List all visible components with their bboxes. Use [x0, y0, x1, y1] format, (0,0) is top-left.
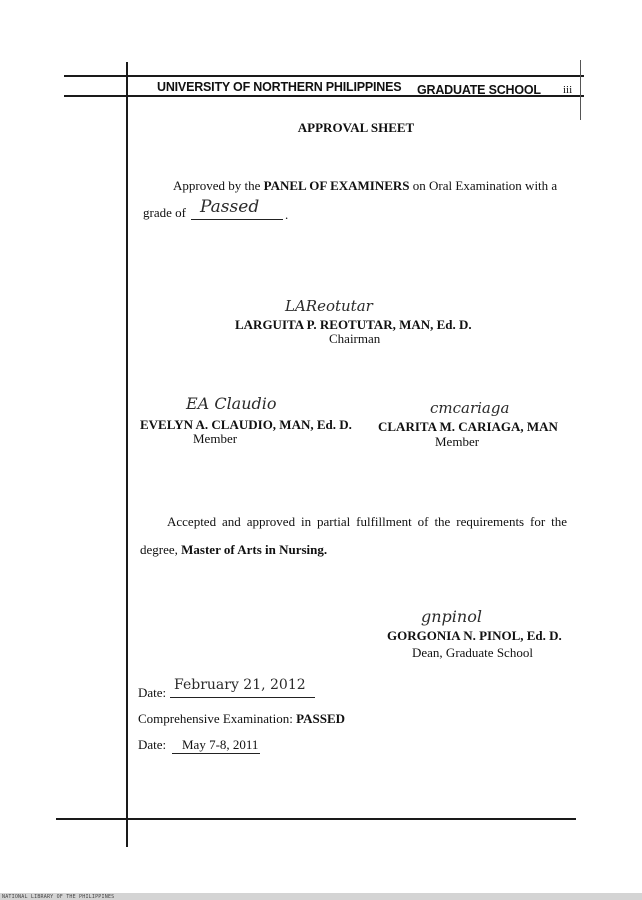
chairman-name: LARGUITA P. REOTUTAR, MAN, Ed. D. — [235, 317, 472, 332]
date-approved-label: Date: — [138, 685, 167, 700]
exam-date-value: May 7-8, 2011 — [172, 737, 260, 754]
dean-name: GORGONIA N. PINOL, Ed. D. — [387, 628, 562, 643]
comprehensive-result: PASSED — [296, 711, 346, 726]
date-approved-underline — [170, 697, 315, 698]
chairman-signature: LAReotutar — [285, 297, 373, 315]
left-margin-rule — [126, 62, 128, 847]
dean-signature: gnpinol — [421, 607, 482, 626]
grade-label: grade of — [143, 205, 186, 220]
member-right-role: Member — [435, 434, 480, 449]
approval-prefix: Approved by the — [173, 178, 264, 193]
degree-name: Master of Arts in Nursing. — [181, 542, 328, 557]
dean-role: Dean, Graduate School — [412, 645, 533, 660]
approval-suffix: on Oral Examination with a — [409, 178, 558, 193]
panel-of-examiners: PANEL OF EXAMINERS — [263, 178, 410, 193]
grade-handwritten: Passed — [200, 197, 260, 217]
grade-underline — [191, 219, 283, 220]
bottom-rule — [56, 818, 576, 820]
university-name: UNIVERSITY OF NORTHERN PHILIPPINES — [157, 80, 402, 94]
approval-statement — [173, 178, 557, 194]
acceptance-line-1: Accepted and approved in partial fulfillment of the requirements for the — [167, 514, 567, 529]
member-left-signature: EA Claudio — [186, 394, 277, 413]
member-right-name: CLARITA M. CARIAGA, MAN — [378, 419, 558, 434]
graduate-school-label: GRADUATE SCHOOL — [417, 83, 541, 97]
comprehensive-exam — [138, 711, 345, 727]
degree-prefix: degree, — [140, 542, 182, 557]
right-margin-rule — [580, 60, 581, 120]
top-rule — [64, 75, 584, 77]
page-number: iii — [563, 84, 573, 96]
grade-period: . — [285, 207, 289, 222]
comprehensive-label: Comprehensive Examination: — [138, 711, 297, 726]
exam-date-label: Date: — [138, 737, 167, 752]
member-right-signature: cmcariaga — [430, 399, 510, 417]
date-approved-handwritten: February 21, 2012 — [174, 677, 306, 693]
page-title: APPROVAL SHEET — [297, 120, 415, 135]
member-left-name: EVELYN A. CLAUDIO, MAN, Ed. D. — [140, 417, 352, 432]
acceptance-line-2 — [140, 542, 327, 558]
member-left-role: Member — [193, 431, 238, 446]
chairman-role: Chairman — [329, 331, 381, 346]
footer-text: NATIONAL LIBRARY OF THE PHILIPPINES — [2, 894, 115, 900]
